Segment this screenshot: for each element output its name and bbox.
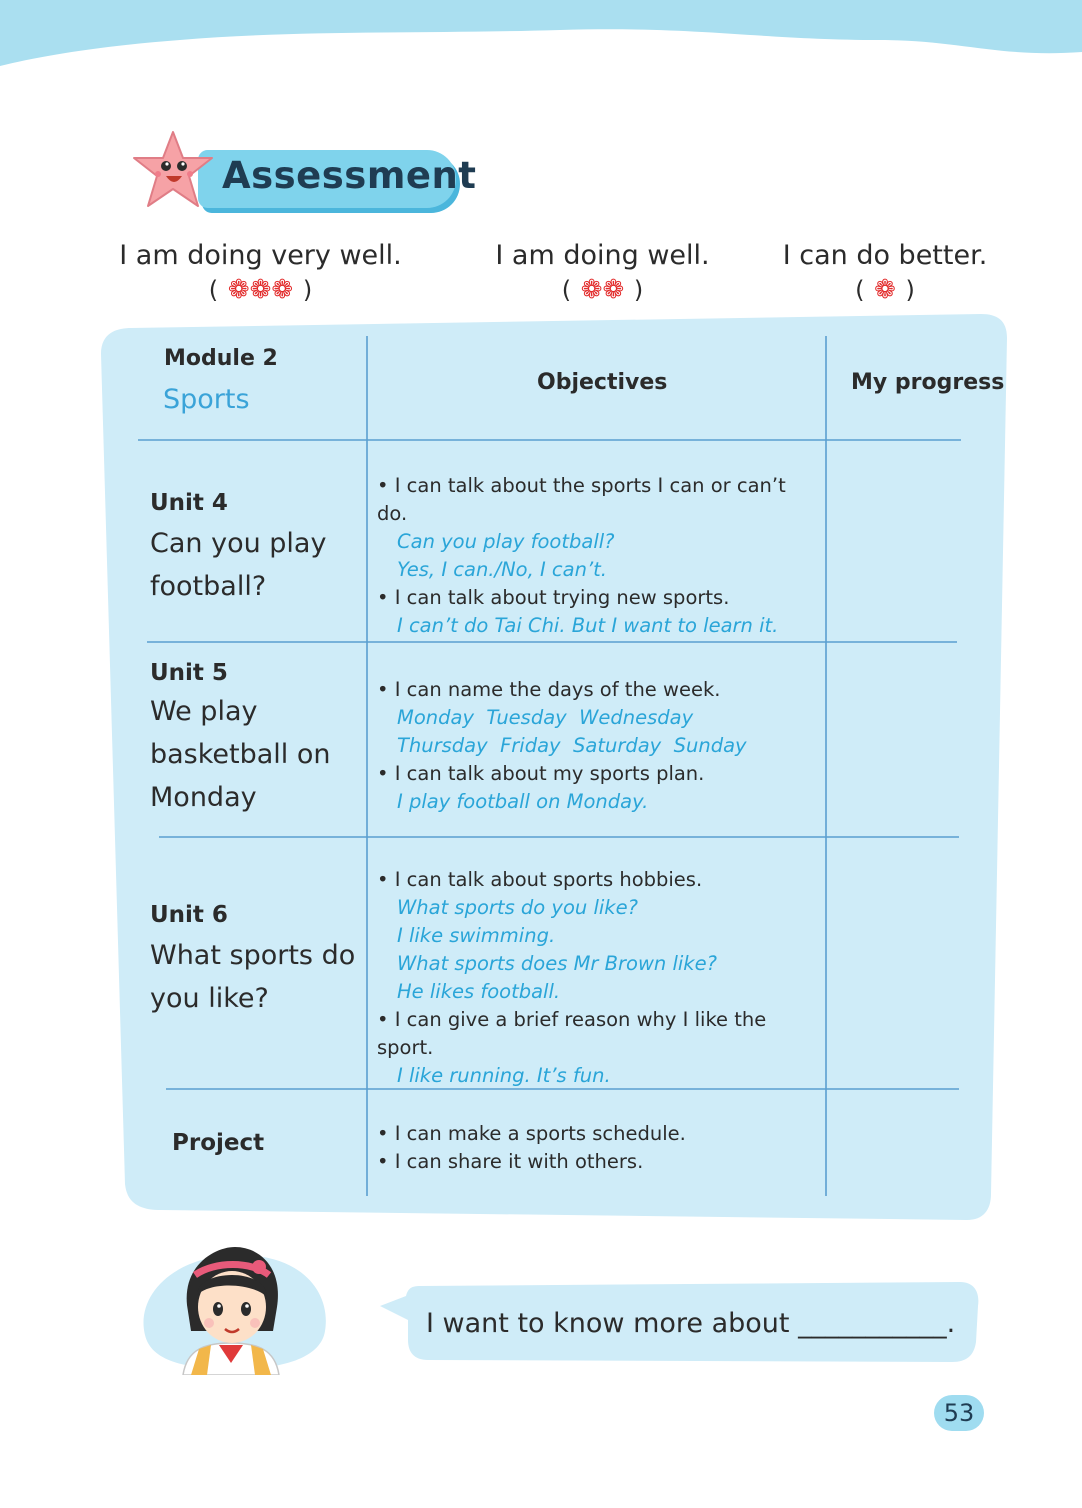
- flower-icon: ❁: [874, 275, 896, 305]
- project-label: Project: [172, 1130, 265, 1156]
- unit-title-line: basketball on: [150, 739, 331, 770]
- objectives-unit-5: [377, 676, 822, 816]
- module-label: Module 2: [164, 346, 278, 371]
- rating-flowers: ( ❁❁ ): [561, 275, 644, 305]
- starfish-mascot-icon: [128, 128, 218, 218]
- objectives-unit-6: [377, 866, 822, 1090]
- objectives-project: [377, 1120, 822, 1176]
- unit-title-line: What sports do: [150, 940, 356, 971]
- rating-very-well: [118, 240, 403, 305]
- unit-title-line: you like?: [150, 983, 269, 1014]
- rating-better: [775, 240, 995, 305]
- table-row-unit-5: [150, 660, 360, 819]
- rating-label: I am doing well.: [495, 240, 710, 271]
- unit-title-line: Can you play: [150, 528, 327, 559]
- objective-example: I like swimming.: [397, 924, 556, 947]
- objective-example: I like running. It’s fun.: [397, 1064, 611, 1087]
- objective-bullet: • I can talk about trying new sports.: [377, 586, 730, 609]
- rating-flowers: ( ❁❁❁ ): [208, 275, 313, 305]
- column-header-progress: My progress: [851, 370, 1005, 395]
- unit-label: Unit 4: [150, 490, 228, 516]
- objective-example: Yes, I can./No, I can’t.: [397, 558, 608, 581]
- unit-label: Unit 6: [150, 902, 228, 928]
- rating-label: I am doing very well.: [119, 240, 402, 271]
- top-wave-band: [0, 0, 1082, 80]
- objective-example: Can you play football?: [397, 530, 615, 553]
- objective-example: Monday Tuesday Wednesday: [397, 706, 694, 729]
- page-number: 53: [934, 1395, 984, 1431]
- column-header-objectives: Objectives: [537, 370, 668, 395]
- objective-example: What sports does Mr Brown like?: [397, 952, 717, 975]
- girl-avatar-icon: [135, 1245, 330, 1375]
- objective-bullet: • I can name the days of the week.: [377, 678, 721, 701]
- table-row-unit-6: [150, 902, 360, 1020]
- table-row-unit-4: [150, 490, 360, 608]
- unit-title-line: Monday: [150, 782, 257, 813]
- rating-label: I can do better.: [782, 240, 988, 271]
- flower-icon: ❁❁❁: [227, 275, 294, 305]
- objective-example: I play football on Monday.: [397, 790, 649, 813]
- assessment-header: [128, 128, 477, 218]
- unit-title-line: football?: [150, 571, 267, 602]
- objective-example: I can’t do Tai Chi. But I want to learn it.: [397, 614, 779, 637]
- objectives-unit-4: [377, 472, 822, 640]
- objective-bullet: • I can share it with others.: [377, 1150, 644, 1173]
- speech-text: I want to know more about ___________.: [426, 1308, 956, 1339]
- page-title: Assessment: [222, 154, 477, 197]
- objective-bullet: • I can talk about my sports plan.: [377, 762, 705, 785]
- unit-label: Unit 5: [150, 660, 228, 686]
- module-name: Sports: [163, 384, 250, 415]
- flower-icon: ❁❁: [580, 275, 625, 305]
- objective-example: What sports do you like?: [397, 896, 638, 919]
- objective-bullet: • I can give a brief reason why I like the sport.: [377, 1008, 767, 1059]
- objective-bullet: • I can talk about the sports I can or can’t do.: [377, 474, 786, 525]
- unit-title-line: We play: [150, 696, 258, 727]
- objective-bullet: • I can make a sports schedule.: [377, 1122, 686, 1145]
- rating-well: [480, 240, 725, 305]
- objective-example: He likes football.: [397, 980, 561, 1003]
- objective-example: Thursday Friday Saturday Sunday: [397, 734, 747, 757]
- rating-flowers: ( ❁ ): [855, 275, 915, 305]
- objective-bullet: • I can talk about sports hobbies.: [377, 868, 703, 891]
